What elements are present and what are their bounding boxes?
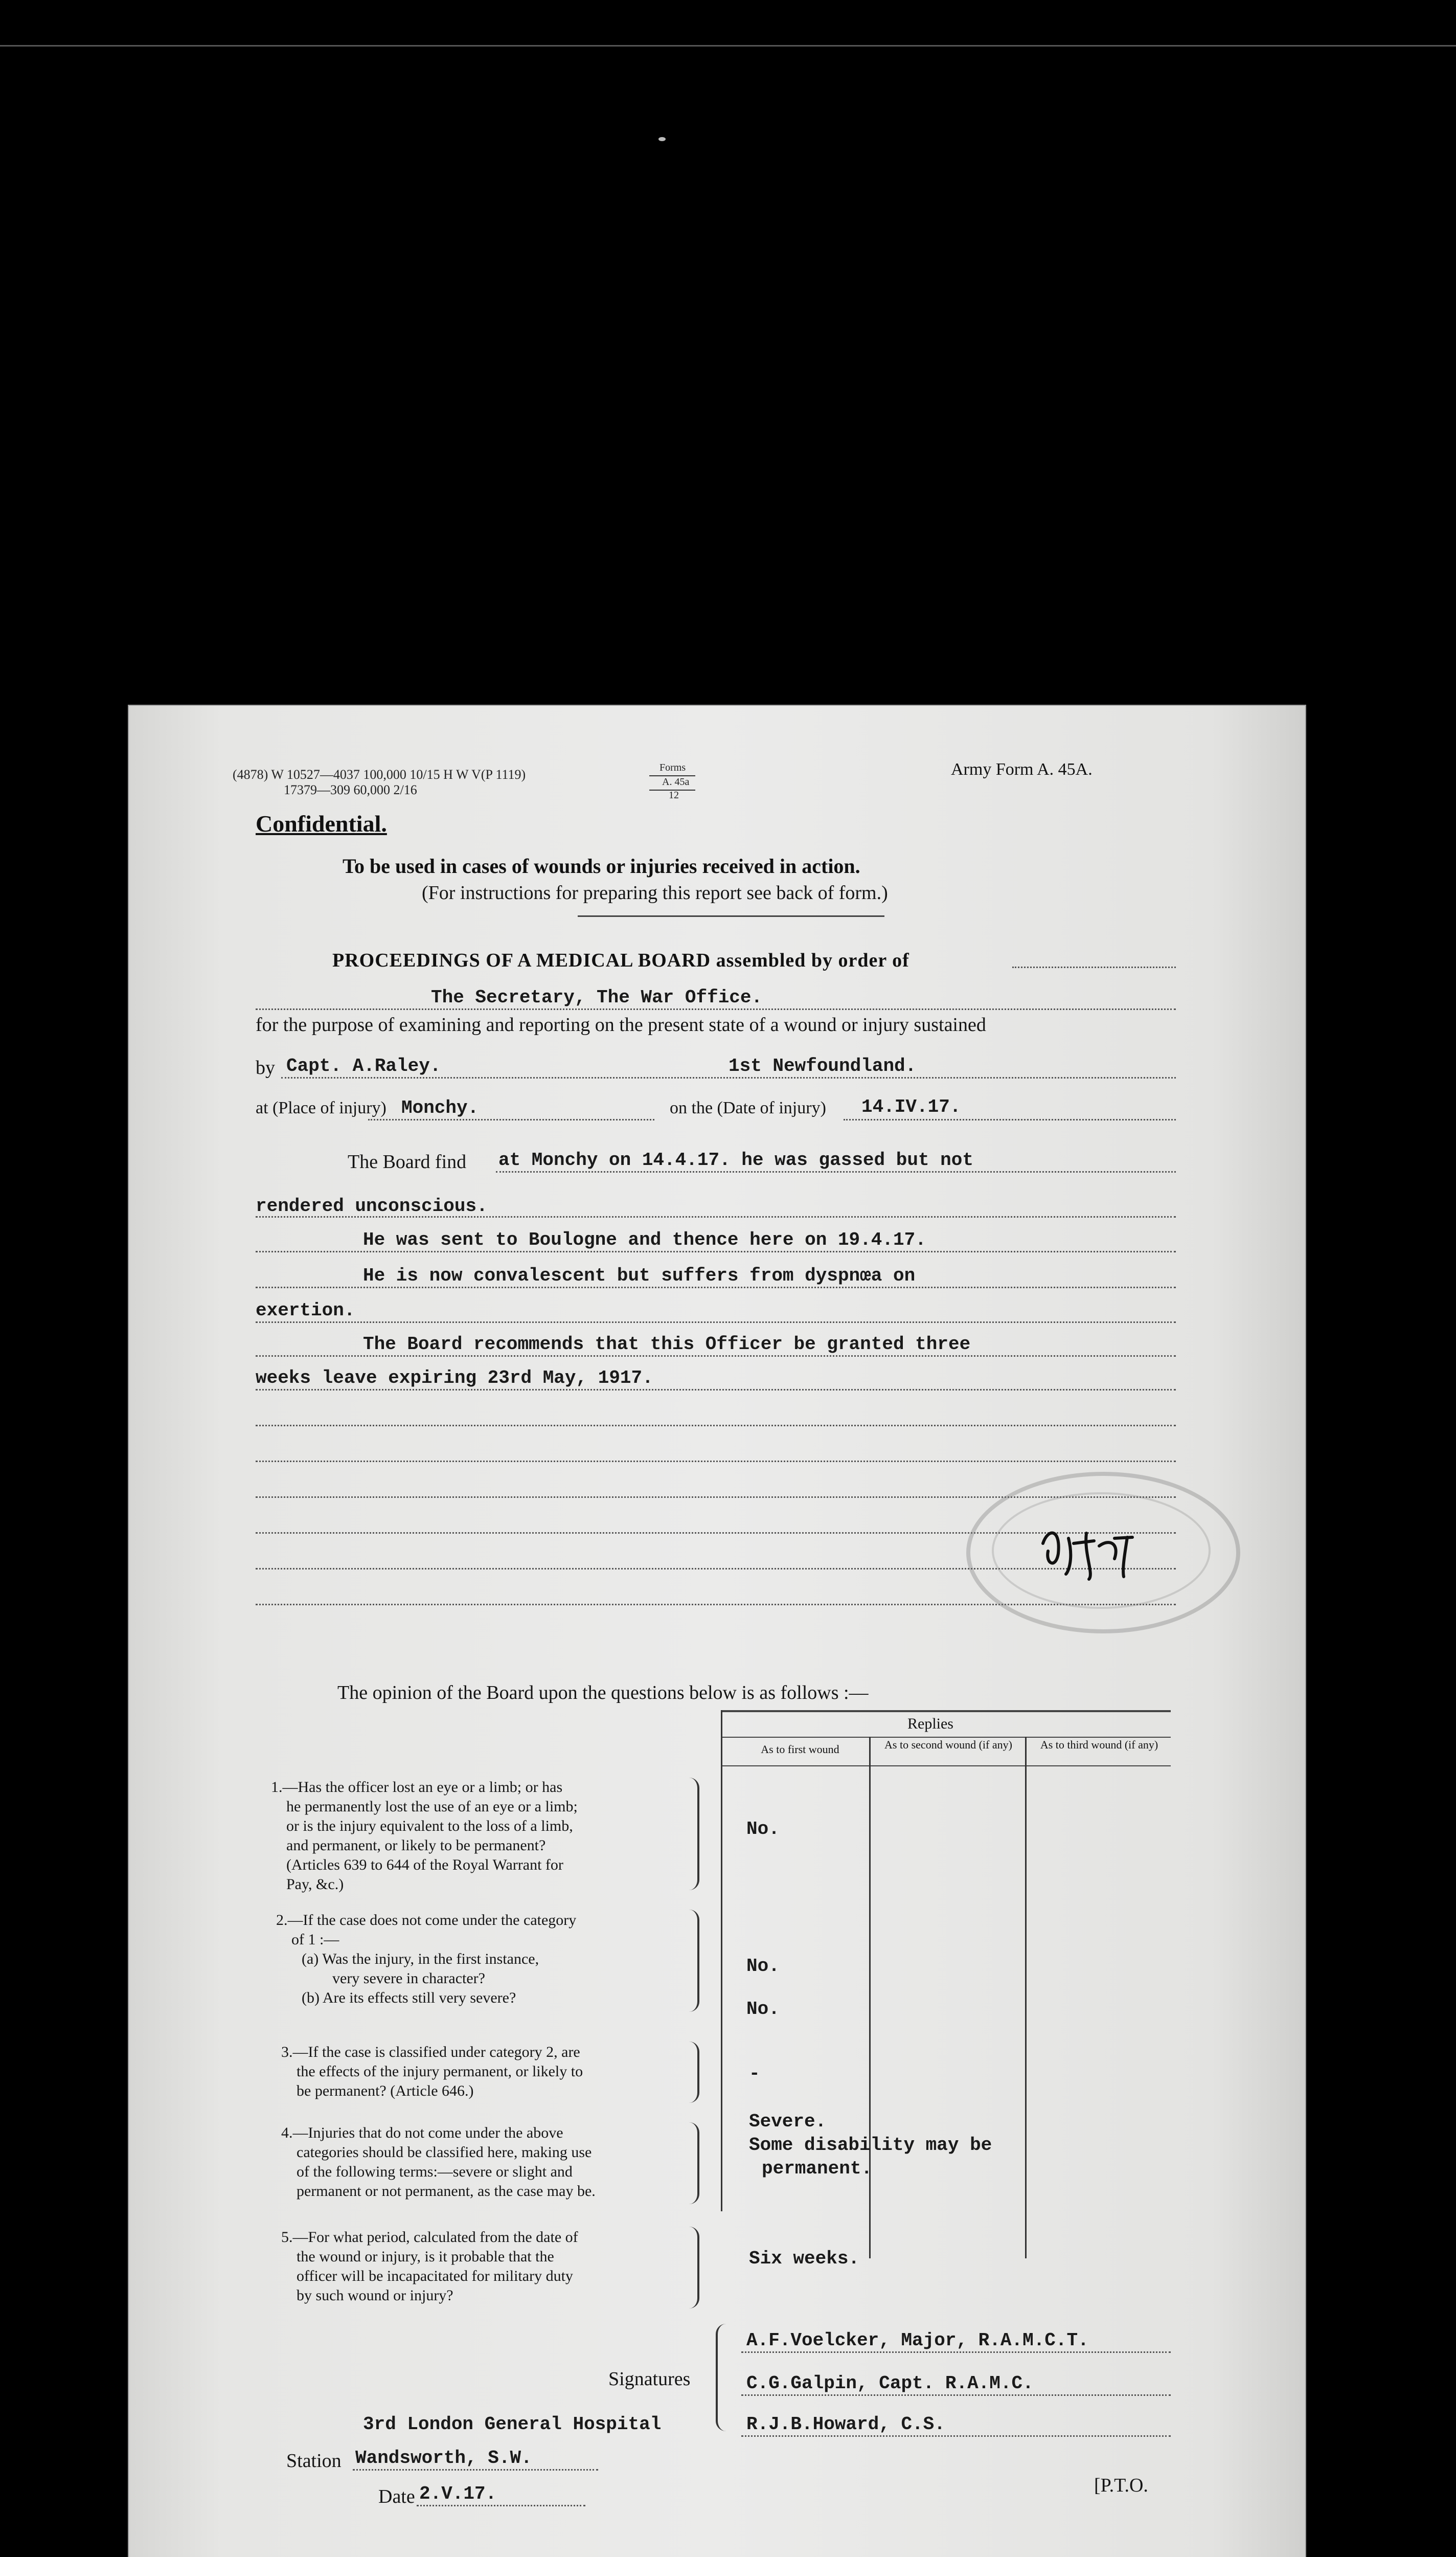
pto-note: [P.T.O. [1094, 2475, 1148, 2496]
replies-sub-rule [721, 1737, 1171, 1738]
col-third-wound: As to third wound (if any) [1040, 1738, 1158, 1751]
proceedings-line: PROCEEDINGS OF A MEDICAL BOARD assembled by order of [332, 950, 909, 971]
medical-board-form [128, 705, 1306, 2557]
question-5: 5.—For what period, calculated from the date of the wound or injury, is it probable that the officer will be incapacitated for military duty by such wound or injury? [281, 2229, 578, 2304]
officer-name: Capt. A.Raley. [286, 1056, 441, 1076]
col-header-rule [721, 1765, 1171, 1766]
date-line [844, 1119, 1176, 1122]
question-2: 2.—If the case does not come under the category of 1 :— (a) Was the injury, in the first instance, very severe in character? (b) Are its effects still very severe? [276, 1912, 577, 2006]
forms-ref-mid: A. 45a [662, 776, 690, 788]
col-first-wound: As to first wound [761, 1743, 839, 1756]
signature-1: A.F.Voelcker, Major, R.A.M.C.T. [746, 2330, 1089, 2351]
answer-q2b: No. [746, 1999, 780, 2020]
purpose-line: for the purpose of examining and reporting on the present state of a wound or injury sustained [256, 1014, 986, 1036]
hospital-name: 3rd London General Hospital [363, 2414, 662, 2435]
col-divider-1 [869, 1737, 871, 2258]
question-3: 3.—If the case is classified under category 2, are the effects of the injury permanent, or likely to be permanent? (Article 646.) [281, 2044, 583, 2099]
scan-speck [658, 137, 666, 141]
date-line [417, 2505, 585, 2507]
brace-q3 [689, 2042, 699, 2103]
date-label: Date [378, 2486, 415, 2507]
station-line [353, 2469, 598, 2472]
signature-line-2 [741, 2394, 1171, 2397]
signature-2: C.G.Galpin, Capt. R.A.M.C. [746, 2373, 1034, 2394]
heading-rule [578, 915, 884, 917]
finding-6: The Board recommends that this Officer be granted three [363, 1334, 971, 1355]
col-divider-2 [1025, 1737, 1027, 2258]
finding-line-1 [496, 1171, 1176, 1174]
at-label: at (Place of injury) [256, 1098, 386, 1117]
order-line [256, 1008, 1176, 1011]
answer-q2a: No. [746, 1956, 780, 1977]
finding-3: He was sent to Boulogne and thence here on 19.4.17. [363, 1229, 926, 1250]
brace-q2 [689, 1910, 699, 2012]
table-left-border [721, 1710, 722, 2211]
on-label: on the (Date of injury) [670, 1098, 826, 1117]
place-line [368, 1119, 654, 1122]
print-code-1: (4878) W 10527—4037 100,000 10/15 H W V(P 1119) [233, 767, 526, 782]
station-label: Station [286, 2450, 342, 2472]
order-by-value: The Secretary, The War Office. [431, 987, 763, 1008]
brace-q4 [689, 2122, 699, 2204]
answer-q3: - [749, 2063, 760, 2084]
question-4: 4.—Injuries that do not come under the above categories should be classified here, making use of the following terms:—severe or slight and permanent or not permanent, as the case may be. [281, 2124, 596, 2200]
date-of-injury: 14.IV.17. [861, 1096, 961, 1117]
usage-line: To be used in cases of wounds or injuries received in action. [343, 855, 860, 878]
print-code-2: 17379—309 60,000 2/16 [284, 782, 417, 797]
answer-q4-line2: Some disability may be [749, 2135, 992, 2156]
forms-ref-top: Forms [659, 762, 686, 773]
signature-3: R.J.B.Howard, C.S. [746, 2414, 945, 2435]
answer-q4-line1: Severe. [749, 2111, 827, 2132]
signature-line-3 [741, 2435, 1171, 2438]
finding-line-5 [256, 1321, 1176, 1324]
officer-unit: 1st Newfoundland. [729, 1056, 917, 1076]
answer-q4-line3: permanent. [762, 2158, 873, 2179]
signature-line-1 [741, 2351, 1171, 2354]
brace-q1 [689, 1778, 699, 1890]
confidential-heading: Confidential. [256, 811, 387, 837]
instructions-line: (For instructions for preparing this report see back of form.) [422, 882, 888, 904]
finding-line-7 [256, 1389, 1176, 1392]
replies-top-rule [721, 1710, 1171, 1712]
station-value: Wandsworth, S.W. [355, 2448, 532, 2469]
finding-1: at Monchy on 14.4.17. he was gassed but not [498, 1150, 973, 1171]
date-value: 2.V.17. [419, 2483, 497, 2504]
finding-line-6 [256, 1355, 1176, 1358]
answer-q5: Six weeks. [749, 2248, 860, 2269]
by-label: by [256, 1057, 275, 1079]
signatures-brace [716, 2324, 726, 2431]
finding-line-3 [256, 1251, 1176, 1253]
finding-4: He is now convalescent but suffers from dyspnœa on [363, 1265, 916, 1286]
forms-ref-bot: 12 [669, 790, 679, 801]
opinion-line: The opinion of the Board upon the questions below is as follows :— [337, 1682, 869, 1703]
finding-line-2 [256, 1216, 1176, 1219]
place-of-injury: Monchy. [401, 1097, 479, 1118]
order-by-line [1012, 967, 1176, 969]
brace-q5 [689, 2227, 699, 2308]
by-line [281, 1077, 1176, 1080]
signatures-label: Signatures [608, 2368, 691, 2390]
col-second-wound: As to second wound (if any) [884, 1738, 1012, 1751]
handwritten-initials [1038, 1523, 1150, 1584]
answer-q1: No. [746, 1819, 780, 1840]
finding-5: exertion. [256, 1300, 355, 1321]
finding-2: rendered unconscious. [256, 1196, 488, 1217]
blank-line [256, 1425, 1176, 1427]
finding-line-4 [256, 1287, 1176, 1289]
blank-line [256, 1461, 1176, 1463]
question-1: 1.—Has the officer lost an eye or a limb; or has he permanently lost the use of an eye or a limb; or is the injury equivalent to the loss of a limb, and permanent, or likely to be permanent? (Articles 639 to 644 of the Royal Warrant for Pay, &c.) [271, 1779, 578, 1893]
army-form-number: Army Form A. 45A. [951, 760, 1093, 779]
replies-header: Replies [907, 1715, 953, 1732]
finding-7: weeks leave expiring 23rd May, 1917. [256, 1367, 653, 1388]
top-scan-edge [0, 45, 1456, 47]
board-find-label: The Board find [348, 1151, 467, 1173]
